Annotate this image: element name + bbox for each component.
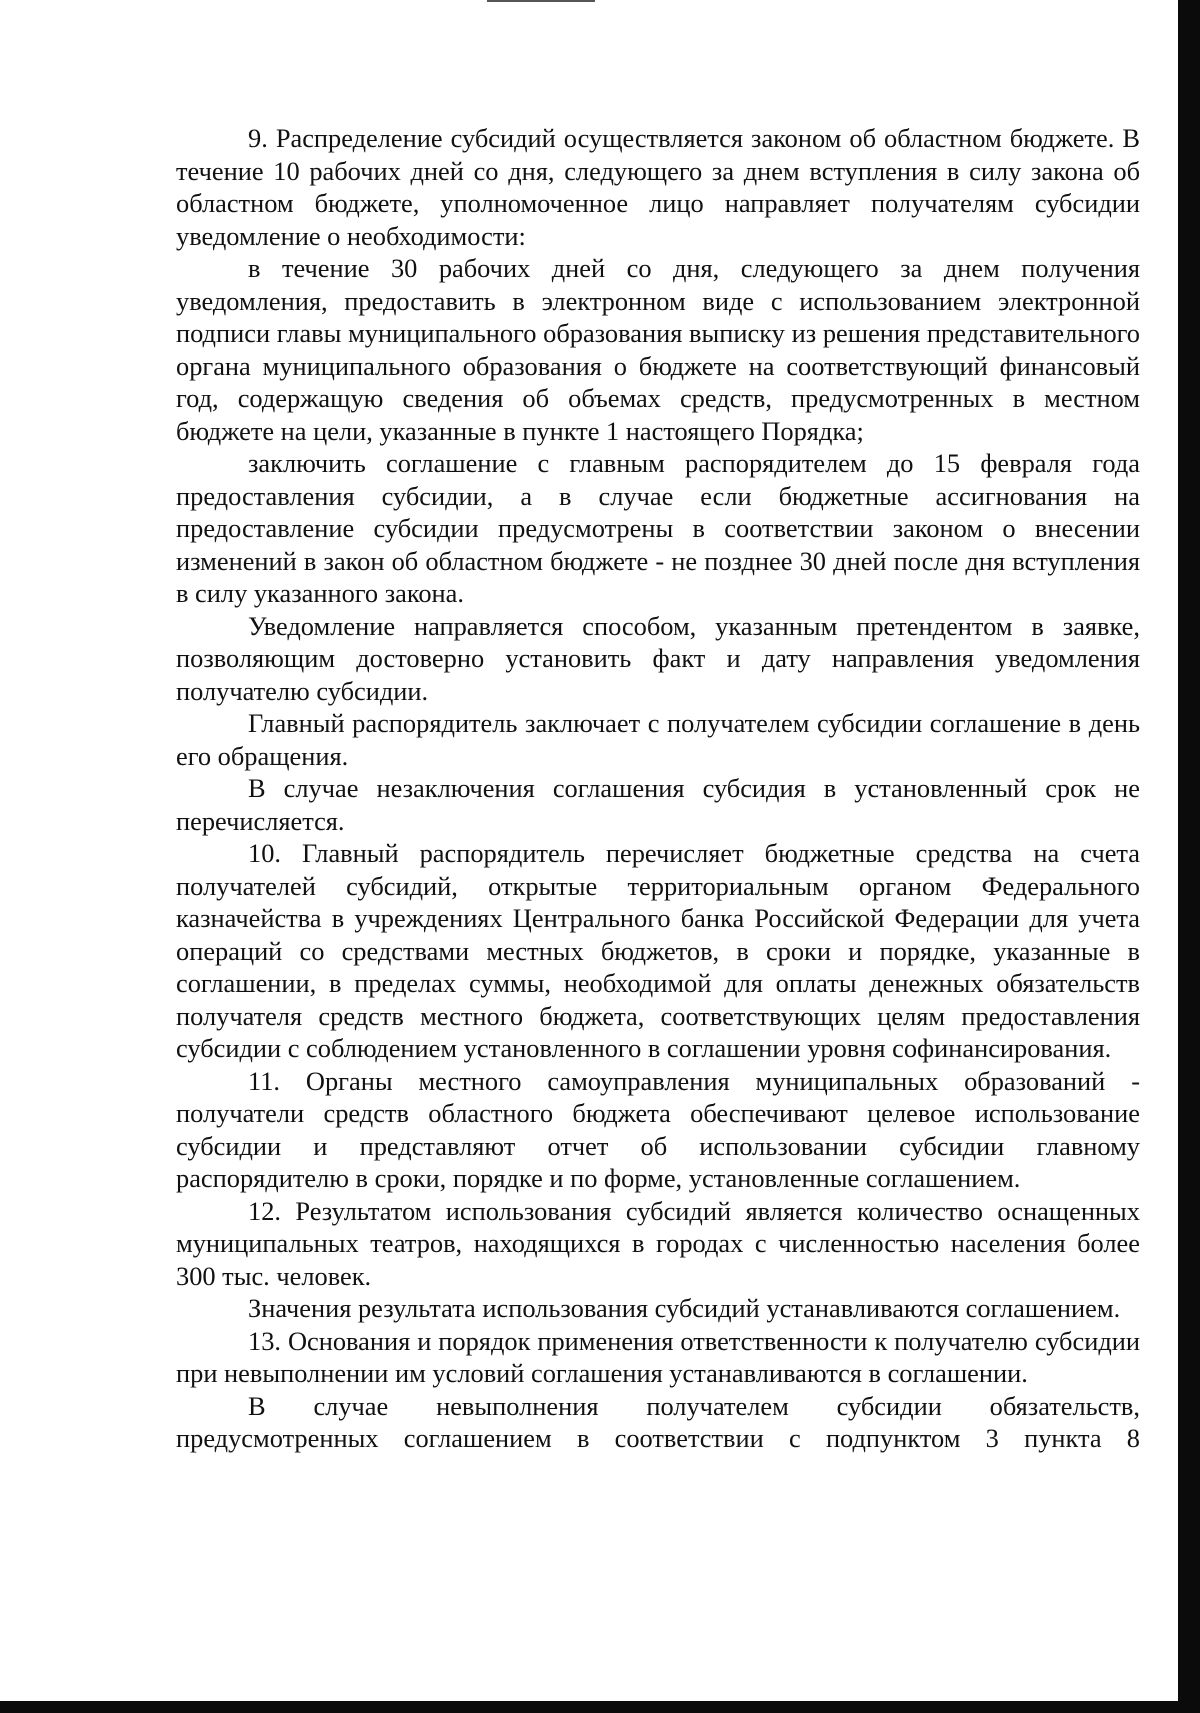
paragraph-item-13: 13. Основания и порядок применения ответственности к получателю субсидии при невыполнении им условий соглашения устанавливаются в соглашении. xyxy=(176,1325,1140,1388)
paragraph-notification-method: Уведомление направляется способом, указанным претендентом в заявке, позволяющим достоверно установить факт и дату направления уведомления получателю субсидии. xyxy=(176,610,1140,706)
paragraph-item-9: 9. Распределение субсидий осуществляется законом об областном бюджете. В течение 10 рабочих дней со дня, следующего за днем вступления в силу закона об областном бюджете, уполномоченное лицо направляет получателям субсидии уведомление о необходимости: xyxy=(176,123,1140,251)
document-body xyxy=(176,122,1140,1455)
paragraph-result-values: Значения результата использования субсидий устанавливаются соглашением. xyxy=(248,1293,1121,1323)
scan-bottom-edge xyxy=(0,1701,1200,1713)
paragraph-within-30-days: в течение 30 рабочих дней со дня, следующего за днем получения уведомления, предоставить в электронном виде с использованием электронной подписи главы муниципального образования выписку из решения представительного органа муниципального образования о бюджете на соответствующий финансовый год, содержащую сведения об объемах средств, предусмотренных в местном бюджете на цели, указанные в пункте 1 настоящего Порядка; xyxy=(176,253,1140,446)
scan-top-line xyxy=(487,0,595,2)
paragraph-item-12: 12. Результатом использования субсидий является количество оснащенных муниципальных театров, находящихся в городах с численностью населения более 300 тыс. человек. xyxy=(176,1195,1140,1291)
paragraph-non-conclusion: В случае незаключения соглашения субсидия в установленный срок не перечисляется. xyxy=(176,773,1140,836)
paragraph-conclude-agreement: заключить соглашение с главным распорядителем до 15 февраля года предоставления субсидии, а в случае если бюджетные ассигнования на предоставление субсидии предусмотрены в соответствии законом о внесении изменений в закон об областном бюджете - не позднее 30 дней после дня вступления в силу указанного закона. xyxy=(176,448,1140,608)
scan-right-edge xyxy=(1178,0,1200,1713)
paragraph-agreement-signing: Главный распорядитель заключает с получателем субсидии соглашение в день его обращения. xyxy=(176,708,1140,771)
paragraph-item-11: 11. Органы местного самоуправления муниципальных образований - получатели средств областного бюджета обеспечивают целевое использование субсидии и представляют отчет об использовании субсидии главному распорядителю в сроки, порядке и по форме, установленные соглашением. xyxy=(176,1065,1140,1193)
paragraph-item-10: 10. Главный распорядитель перечисляет бюджетные средства на счета получателей субсидий, открытые территориальным органом Федерального казначейства в учреждениях Центрального банка Российской Федерации для учета операций со средствами местных бюджетов, в сроки и порядке, указанные в соглашении, в пределах суммы, необходимой для оплаты денежных обязательств получателя средств местного бюджета, соответствующих целям предоставления субсидии с соблюдением установленного в соглашении уровня софинансирования. xyxy=(176,838,1140,1063)
paragraph-non-fulfillment: В случае невыполнения получателем субсидии обязательств, предусмотренных соглашением в соответствии с подпунктом 3 пункта 8 xyxy=(176,1390,1140,1453)
